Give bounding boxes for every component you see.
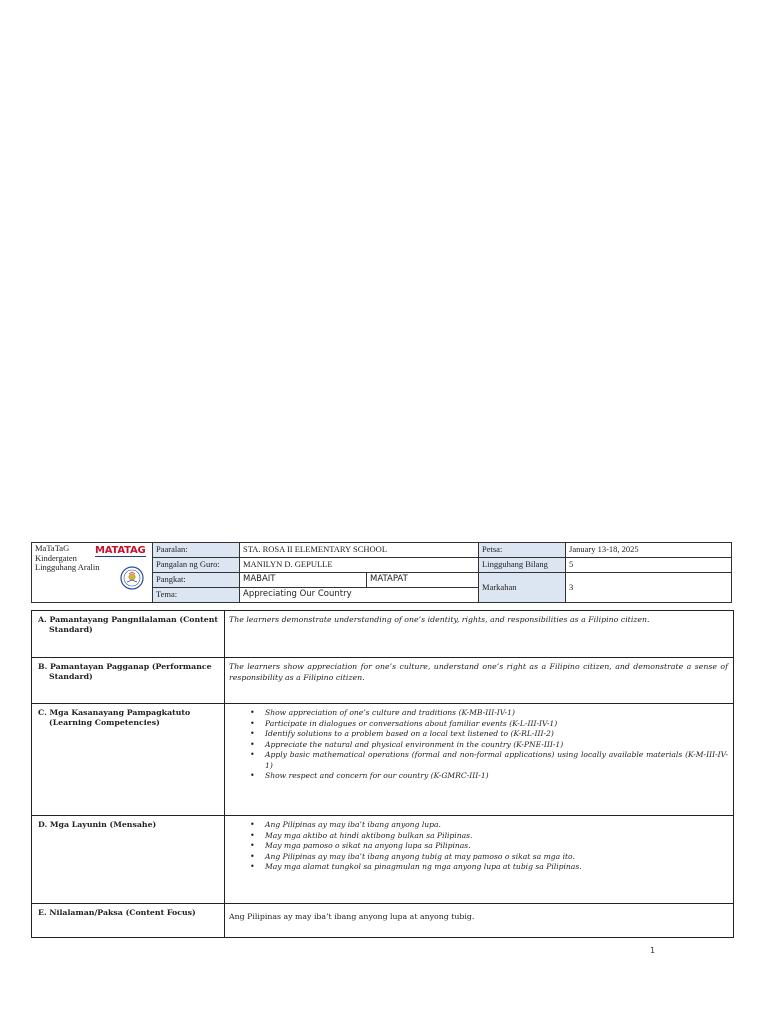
competencies-label-line1: C. Mga Kasanayang Pampagkatuto — [38, 708, 191, 717]
list-item: • May mga aktibo at hindi aktibong bulkan sa Pilipinas. — [265, 831, 728, 842]
page-number: 1 — [650, 946, 656, 955]
list-item: • Apply basic mathematical operations (formal and non-formal applications) using locally available materials (K-M-III-IV-1) — [265, 750, 728, 771]
content-standard-text: The learners demonstrate understanding of one’s identity, rights, and responsibilities as a Filipino citizen. — [225, 611, 734, 658]
performance-standard-label — [32, 658, 225, 704]
theme-value: Appreciating Our Country — [240, 588, 479, 603]
list-item: • Ang Pilipinas ay may iba’t ibang anyong lupa. — [265, 820, 728, 831]
performance-standard-label-line2: Standard) — [49, 672, 93, 681]
objectives-list — [229, 820, 728, 873]
list-item: • Show appreciation of one’s culture and traditions (K-MB-III-IV-1) — [265, 708, 728, 719]
matatag-logo: MATATAG — [95, 545, 146, 556]
section-label: Pangkat: — [153, 573, 240, 588]
content-standard-label-line1: A. Pamantayang Pangnilalaman (Content — [38, 615, 218, 624]
theme-label: Tema: — [153, 588, 240, 603]
quarter-value: 3 — [566, 573, 732, 603]
content-standard-row — [32, 611, 734, 658]
list-item: • Participate in dialogues or conversations about familiar events (K-L-III-IV-1) — [265, 719, 728, 730]
school-value: STA. ROSA II ELEMENTARY SCHOOL — [240, 543, 479, 558]
competencies-row — [32, 704, 734, 816]
content-focus-text: Ang Pilipinas ay may iba’t ibang anyong lupa at anyong tubig. — [225, 904, 734, 938]
brand-line-3: Lingguhang Aralin — [35, 562, 100, 572]
section-value-2: MATAPAT — [367, 573, 479, 588]
competencies-label-line2: (Learning Competencies) — [49, 718, 160, 727]
list-item: • Ang Pilipinas ay may iba’t ibang anyong tubig at may pamoso o sikat sa mga ito. — [265, 852, 728, 863]
list-item: • May mga pamoso o sikat na anyong lupa sa Pilipinas. — [265, 841, 728, 852]
teacher-value: MANILYN D. GEPULLE — [240, 558, 479, 573]
quarter-label: Markahan — [479, 573, 566, 603]
content-standard-label-line2: Standard) — [49, 625, 93, 634]
brand-line-2: Kindergaten — [35, 552, 77, 563]
list-item: • May mga alamat tungkol sa pinagmulan ng mga anyong lupa at tubig sa Pilipinas. — [265, 862, 728, 873]
content-focus-label: E. Nilalaman/Paksa (Content Focus) — [32, 904, 225, 938]
objectives-row — [32, 816, 734, 904]
content-standard-label — [32, 611, 225, 658]
performance-standard-row — [32, 658, 734, 704]
school-label: Paaralan: — [153, 543, 240, 558]
date-label: Petsa: — [479, 543, 566, 558]
competencies-label — [32, 704, 225, 816]
performance-standard-label-line1: B. Pamantayan Pagganap (Performance — [38, 662, 212, 671]
content-focus-row — [32, 904, 734, 938]
teacher-label: Pangalan ng Guro: — [153, 558, 240, 573]
week-label: Lingguhang Bilang — [479, 558, 566, 573]
lesson-content-table — [31, 610, 734, 938]
deped-seal-icon — [120, 566, 144, 590]
objectives-label: D. Mga Layunin (Mensahe) — [32, 816, 225, 904]
week-value: 5 — [566, 558, 732, 573]
list-item: • Identify solutions to a problem based on a local text listened to (K-RL-III-2) — [265, 729, 728, 740]
brand-line-1: MaTaTaG — [35, 543, 70, 553]
brand-cell — [32, 543, 153, 603]
lesson-header-table — [31, 542, 732, 603]
date-value: January 13-18, 2025 — [566, 543, 732, 558]
list-item: • Appreciate the natural and physical environment in the country (K-PNE-III-1) — [265, 740, 728, 751]
performance-standard-text: The learners show appreciation for one’s culture, understand one’s right as a Filipino citizen, and demonstrate a sense of responsibility as a Filipino citizen. — [225, 658, 734, 704]
competencies-list — [229, 708, 728, 782]
section-value-1: MABAIT — [240, 573, 367, 588]
list-item: • Show respect and concern for our country (K-GMRC-III-1) — [265, 771, 728, 782]
objectives-cell — [225, 816, 734, 904]
competencies-cell — [225, 704, 734, 816]
